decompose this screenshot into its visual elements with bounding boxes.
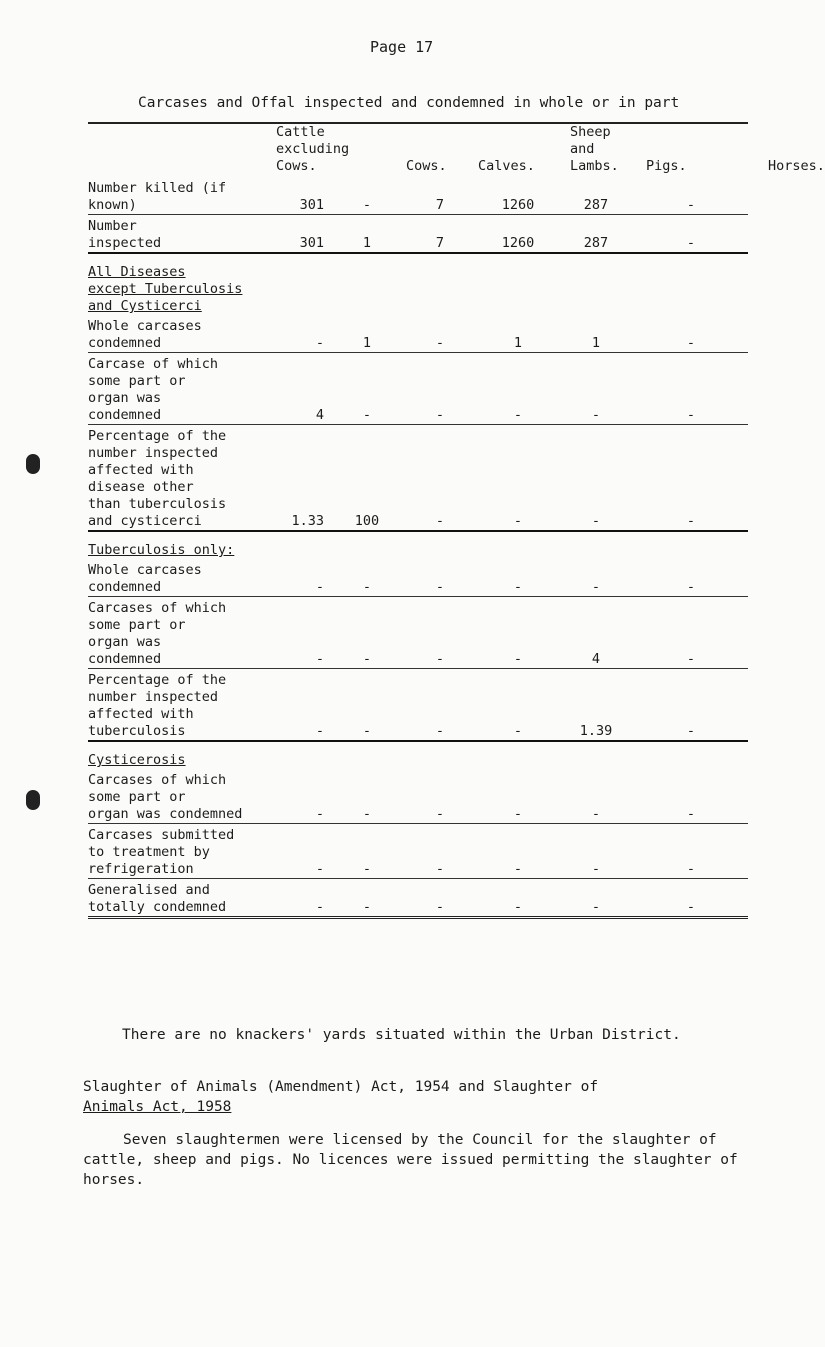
- cell-calves: -: [402, 879, 478, 918]
- cell-horses: -: [634, 215, 748, 254]
- table-row: [88, 597, 748, 669]
- cell-sheep: 1260: [478, 177, 558, 215]
- row-label: Carcase of which some part or organ was condemned: [88, 353, 266, 425]
- cell-horses: -: [634, 177, 748, 215]
- knackers-paragraph: There are no knackers' yards situated within the Urban District.: [122, 1027, 681, 1043]
- section-heading-row: [88, 741, 748, 769]
- cell-cows: -: [332, 597, 402, 669]
- cell-sheep: -: [478, 879, 558, 918]
- cell-pigs: -: [558, 879, 634, 918]
- cell-sheep: -: [478, 669, 558, 742]
- row-label: Percentage of the number inspected affected with tuberculosis: [88, 669, 266, 742]
- section-tuberculosis: Tuberculosis only:: [88, 542, 235, 558]
- table-title: Carcases and Offal inspected and condemned in whole or in part: [138, 95, 680, 111]
- row-label: Whole carcases condemned: [88, 315, 266, 353]
- row-label: Carcases submitted to treatment by refrigeration: [88, 824, 266, 879]
- cell-cows: -: [332, 769, 402, 824]
- cell-cattle: 1.33: [266, 425, 332, 532]
- cell-calves: -: [402, 597, 478, 669]
- cell-pigs: -: [558, 425, 634, 532]
- cell-sheep: -: [478, 353, 558, 425]
- cell-cattle: -: [266, 879, 332, 918]
- cell-sheep: 1260: [478, 215, 558, 254]
- cell-calves: -: [402, 353, 478, 425]
- row-label: Number inspected: [88, 215, 266, 254]
- cell-horses: -: [634, 597, 748, 669]
- row-label: Carcases of which some part or organ was condemned: [88, 769, 266, 824]
- cell-pigs: -: [558, 353, 634, 425]
- section-heading-row: [88, 531, 748, 559]
- cell-calves: -: [402, 559, 478, 597]
- cell-cattle: -: [266, 824, 332, 879]
- cell-cattle: 301: [266, 177, 332, 215]
- cell-cows: 1: [332, 315, 402, 353]
- table-row: [88, 769, 748, 824]
- header-pigs: Pigs.: [634, 123, 748, 177]
- cell-pigs: 1: [558, 315, 634, 353]
- row-label: Percentage of the number inspected affected with disease other than tuberculosis and cysticerci: [88, 425, 266, 532]
- cell-sheep: -: [478, 559, 558, 597]
- cell-cows: 1: [332, 215, 402, 254]
- cell-horses: -: [634, 353, 748, 425]
- table-row: [88, 824, 748, 879]
- cell-cows: 100: [332, 425, 402, 532]
- table-row: [88, 353, 748, 425]
- cell-pigs: 4: [558, 597, 634, 669]
- cell-sheep: 1: [478, 315, 558, 353]
- cell-horses: -: [634, 824, 748, 879]
- cell-calves: -: [402, 669, 478, 742]
- cell-horses: -: [634, 425, 748, 532]
- cell-calves: -: [402, 315, 478, 353]
- header-cattle: Cattle excluding Cows.: [266, 123, 402, 177]
- cell-cattle: -: [266, 315, 332, 353]
- cell-cows: -: [332, 824, 402, 879]
- cell-horses: -: [634, 669, 748, 742]
- table-row: [88, 425, 748, 532]
- cell-calves: 7: [402, 177, 478, 215]
- cell-calves: 7: [402, 215, 478, 254]
- page-number: Page 17: [370, 38, 434, 56]
- cell-cattle: 4: [266, 353, 332, 425]
- cell-pigs: -: [558, 559, 634, 597]
- table-row: [88, 669, 748, 742]
- act-heading: Slaughter of Animals (Amendment) Act, 1954 and Slaughter of Animals Act, 1958: [83, 1079, 599, 1115]
- table-row: [88, 559, 748, 597]
- cell-cows: -: [332, 559, 402, 597]
- cell-pigs: 287: [558, 177, 634, 215]
- slaughtermen-paragraph: Seven slaughtermen were licensed by the Council for the slaughter of cattle, sheep and pigs. No licences were issued permitting the slaughter of horses.: [83, 1132, 738, 1188]
- cell-pigs: -: [558, 824, 634, 879]
- header-sheep: Sheep and Lambs.: [558, 123, 634, 177]
- cell-pigs: 1.39: [558, 669, 634, 742]
- inspection-table: [88, 122, 825, 919]
- cell-cows: -: [332, 353, 402, 425]
- cell-pigs: 287: [558, 215, 634, 254]
- cell-calves: -: [402, 824, 478, 879]
- header-cows: Cows.: [402, 123, 478, 177]
- table-row: [88, 879, 748, 918]
- row-label: Whole carcases condemned: [88, 559, 266, 597]
- cell-horses: -: [634, 559, 748, 597]
- cell-sheep: -: [478, 769, 558, 824]
- table-header-row: Cattle excluding Cows. Cows. Calves. Sheep and Lambs. Pigs. Horses.: [88, 123, 748, 177]
- header-calves: Calves.: [478, 123, 558, 177]
- cell-cattle: -: [266, 559, 332, 597]
- cell-cattle: -: [266, 669, 332, 742]
- cell-cattle: -: [266, 597, 332, 669]
- cell-horses: -: [634, 769, 748, 824]
- cell-cows: -: [332, 879, 402, 918]
- punch-hole-icon: [26, 790, 40, 810]
- cell-horses: -: [634, 315, 748, 353]
- cell-sheep: -: [478, 425, 558, 532]
- cell-cows: -: [332, 177, 402, 215]
- row-label: Number killed (if known): [88, 177, 266, 215]
- cell-horses: -: [634, 879, 748, 918]
- section-heading-row: [88, 253, 748, 315]
- section-cysticerosis: Cysticerosis: [88, 752, 186, 768]
- cell-cows: -: [332, 669, 402, 742]
- row-label: Generalised and totally condemned: [88, 879, 266, 918]
- table-row: [88, 315, 748, 353]
- cell-sheep: -: [478, 824, 558, 879]
- cell-calves: -: [402, 769, 478, 824]
- cell-pigs: -: [558, 769, 634, 824]
- table-row: [88, 215, 748, 254]
- cell-calves: -: [402, 425, 478, 532]
- cell-cattle: -: [266, 769, 332, 824]
- punch-hole-icon: [26, 454, 40, 474]
- section-all-diseases: All Diseases except Tuberculosis and Cysticerci: [88, 264, 243, 314]
- cell-sheep: -: [478, 597, 558, 669]
- row-label: Carcases of which some part or organ was condemned: [88, 597, 266, 669]
- cell-cattle: 301: [266, 215, 332, 254]
- table-row: [88, 177, 748, 215]
